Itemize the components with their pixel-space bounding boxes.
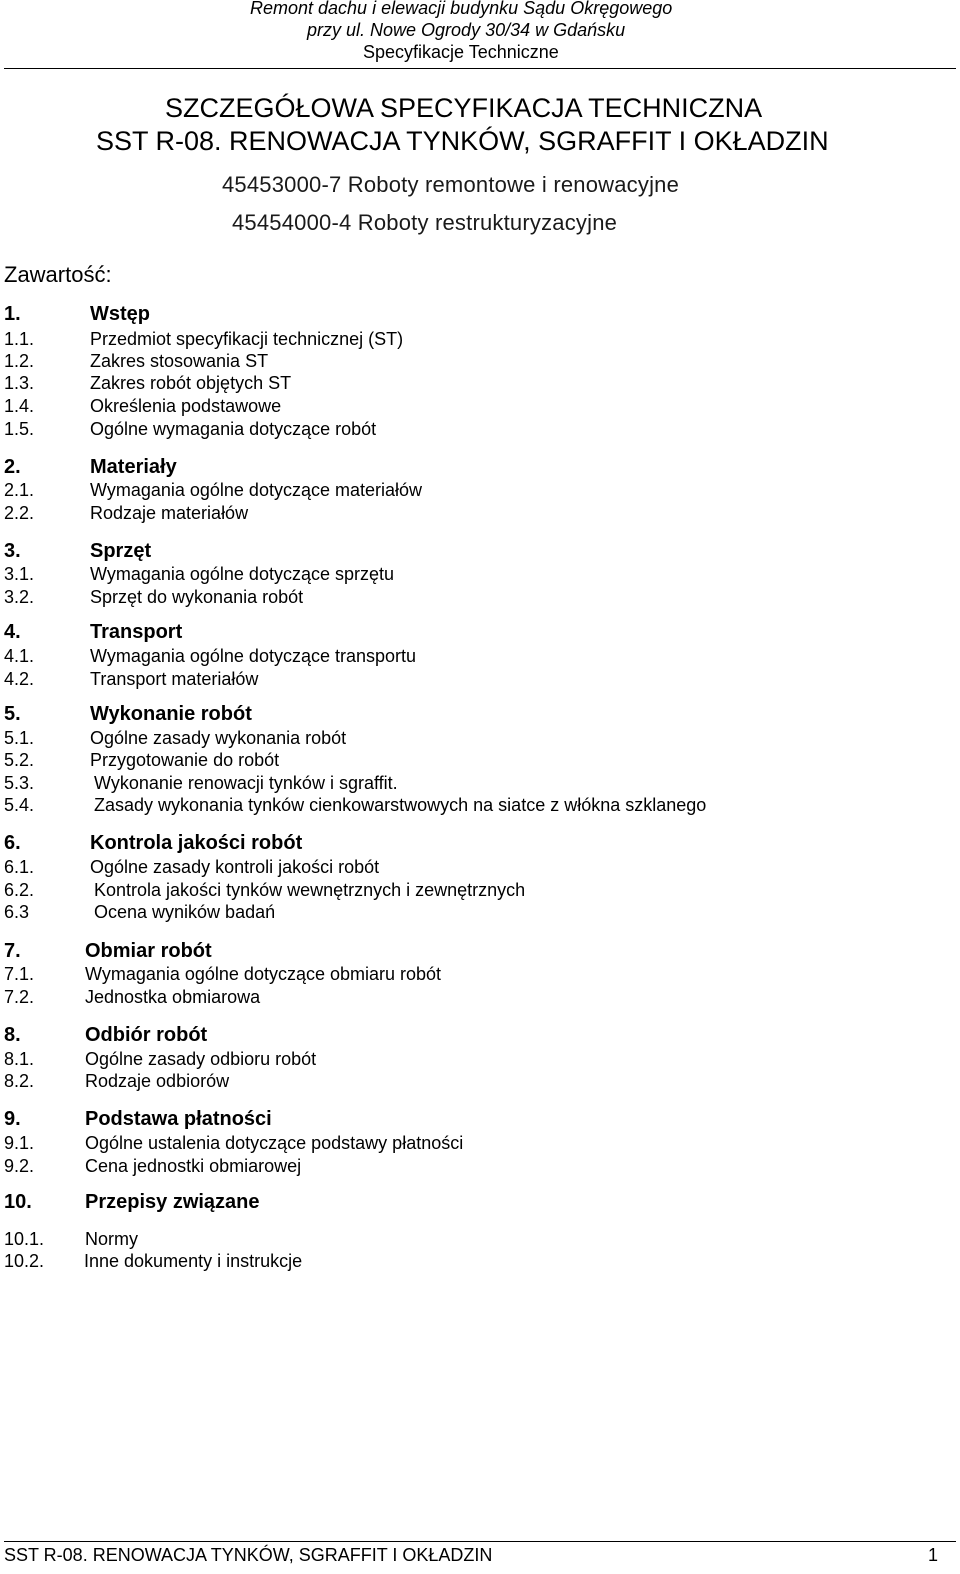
toc-number: 8.: [4, 1024, 21, 1046]
toc-number: 8.2.: [4, 1071, 35, 1091]
toc-number: 5.4.: [4, 795, 35, 815]
toc-number: 4.1.: [4, 646, 35, 666]
toc-title: Ogólne zasady odbioru robót: [85, 1049, 317, 1069]
toc-title: Wykonanie renowacji tynków i sgraffit.: [94, 773, 398, 793]
toc-title: Normy: [85, 1229, 138, 1249]
toc-number: 4.2.: [4, 669, 35, 689]
toc-title: Sprzęt: [90, 540, 152, 562]
toc-number: 1.3.: [4, 373, 35, 393]
toc-number: 8.1.: [4, 1049, 35, 1069]
toc-title: Wykonanie robót: [90, 703, 252, 725]
document-subtitle: SST R-08. RENOWACJA TYNKÓW, SGRAFFIT I OKŁADZIN: [96, 126, 829, 156]
toc-title: Ogólne ustalenia dotyczące podstawy płatności: [85, 1133, 464, 1153]
toc-title: Zakres robót objętych ST: [90, 373, 292, 393]
toc-title: Transport materiałów: [90, 669, 259, 689]
header-line-1: Remont dachu i elewacji budynku Sądu Okręgowego: [250, 0, 673, 18]
toc-number: 5.3.: [4, 773, 35, 793]
page-number: 1: [927, 1545, 938, 1565]
toc-title: Określenia podstawowe: [90, 396, 282, 416]
toc-title: Przygotowanie do robót: [90, 750, 280, 770]
toc-title: Wymagania ogólne dotyczące transportu: [90, 646, 417, 666]
toc-title: Ogólne wymagania dotyczące robót: [90, 419, 377, 439]
toc-title: Jednostka obmiarowa: [85, 987, 261, 1007]
toc-number: 5.1.: [4, 728, 35, 748]
toc-title: Rodzaje materiałów: [90, 503, 249, 523]
toc-number: 10.: [4, 1191, 32, 1213]
toc-title: Kontrola jakości tynków wewnętrznych i zewnętrznych: [94, 880, 526, 900]
toc-number: 9.1.: [4, 1133, 35, 1153]
toc-number: 7.2.: [4, 987, 35, 1007]
toc-number: 2.: [4, 456, 21, 478]
cpv-code-2: 45454000-4 Roboty restrukturyzacyjne: [232, 210, 618, 235]
toc-title: Przedmiot specyfikacji technicznej (ST): [90, 329, 404, 349]
footer-divider: [4, 1541, 956, 1542]
toc-title: Inne dokumenty i instrukcje: [84, 1251, 303, 1271]
toc-title: Zakres stosowania ST: [90, 351, 269, 371]
toc-title: Ogólne zasady kontroli jakości robót: [90, 857, 380, 877]
toc-title: Wymagania ogólne dotyczące obmiaru robót: [85, 964, 442, 984]
toc-number: 2.1.: [4, 480, 35, 500]
toc-title: Ogólne zasady wykonania robót: [90, 728, 347, 748]
header-divider: [4, 68, 956, 69]
toc-number: 1.4.: [4, 396, 35, 416]
toc-number: 6.2.: [4, 880, 35, 900]
toc-title: Ocena wyników badań: [94, 902, 276, 922]
footer-text: SST R-08. RENOWACJA TYNKÓW, SGRAFFIT I OKŁADZIN: [4, 1545, 493, 1565]
toc-number: 1.: [4, 303, 21, 325]
toc-title: Obmiar robót: [85, 940, 212, 962]
toc-number: 3.: [4, 540, 21, 562]
toc-number: 9.: [4, 1108, 21, 1130]
toc-number: 5.2.: [4, 750, 35, 770]
toc-title: Transport: [90, 621, 183, 643]
toc-number: 10.2.: [4, 1251, 45, 1271]
toc-number: 3.1.: [4, 564, 35, 584]
toc-title: Materiały: [90, 456, 177, 478]
toc-title: Podstawa płatności: [85, 1108, 272, 1130]
contents-heading: Zawartość:: [4, 262, 112, 287]
toc-title: Rodzaje odbiorów: [85, 1071, 230, 1091]
toc-number: 6.1.: [4, 857, 35, 877]
toc-number: 1.2.: [4, 351, 35, 371]
toc-number: 1.1.: [4, 329, 35, 349]
toc-number: 4.: [4, 621, 21, 643]
toc-title: Wstęp: [90, 303, 150, 325]
toc-number: 7.1.: [4, 964, 35, 984]
toc-number: 10.1.: [4, 1229, 45, 1249]
toc-title: Kontrola jakości robót: [90, 832, 303, 854]
toc-title: Wymagania ogólne dotyczące sprzętu: [90, 564, 395, 584]
toc-number: 1.5.: [4, 419, 35, 439]
toc-title: Zasady wykonania tynków cienkowarstwowych na siatce z włókna szklanego: [94, 795, 707, 815]
header-line-3: Specyfikacje Techniczne: [363, 42, 559, 62]
toc-number: 6.3: [4, 902, 30, 922]
toc-title: Odbiór robót: [85, 1024, 208, 1046]
toc-number: 9.2.: [4, 1156, 35, 1176]
toc-title: Wymagania ogólne dotyczące materiałów: [90, 480, 423, 500]
header-line-2: przy ul. Nowe Ogrody 30/34 w Gdańsku: [307, 20, 626, 40]
document-title: SZCZEGÓŁOWA SPECYFIKACJA TECHNICZNA: [165, 93, 763, 123]
toc-number: 6.: [4, 832, 21, 854]
toc-number: 5.: [4, 703, 21, 725]
toc-title: Sprzęt do wykonania robót: [90, 587, 304, 607]
toc-title: Przepisy związane: [85, 1191, 260, 1213]
toc-number: 2.2.: [4, 503, 35, 523]
toc-number: 7.: [4, 940, 21, 962]
toc-title: Cena jednostki obmiarowej: [85, 1156, 302, 1176]
cpv-code-1: 45453000-7 Roboty remontowe i renowacyjne: [222, 172, 680, 197]
toc-number: 3.2.: [4, 587, 35, 607]
